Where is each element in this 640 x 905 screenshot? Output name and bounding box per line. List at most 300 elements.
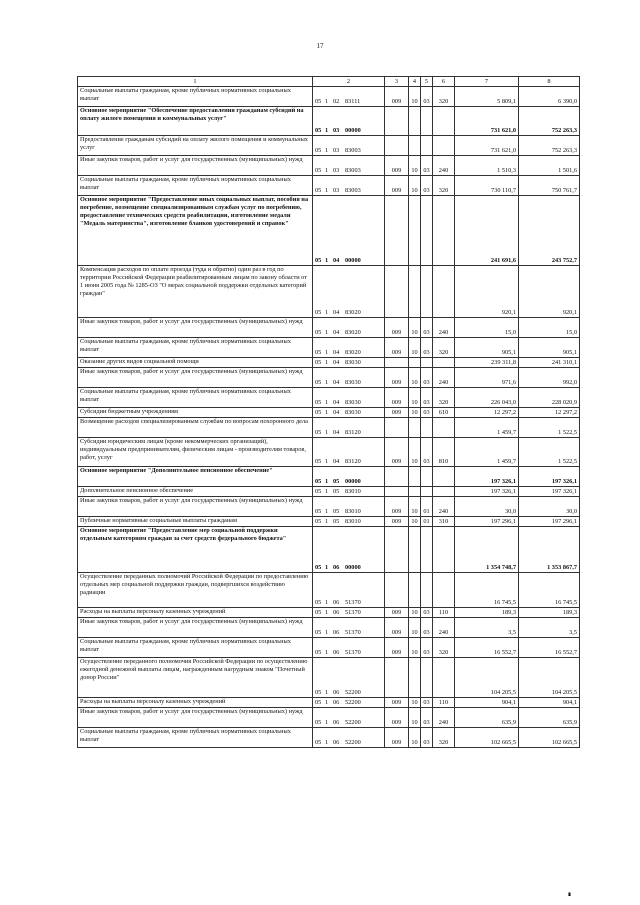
expense-type-code: 240 bbox=[433, 497, 455, 517]
row-description: Оказание других видов социальной помощи bbox=[78, 358, 313, 368]
department-code: 009 bbox=[385, 618, 409, 638]
table-row bbox=[78, 418, 580, 438]
code-part: 05 bbox=[315, 329, 322, 337]
section-code: 10 bbox=[409, 618, 421, 638]
code-part: 83010 bbox=[345, 518, 361, 526]
code-part: 1 bbox=[325, 508, 329, 516]
expense-type-code: 320 bbox=[433, 338, 455, 358]
table-row bbox=[78, 338, 580, 358]
section-code bbox=[409, 487, 421, 497]
amount-year-2: 12 297,2 bbox=[519, 408, 580, 418]
amount-year-2: 1 353 867,7 bbox=[519, 527, 580, 573]
department-code: 009 bbox=[385, 156, 409, 176]
row-description: Дополнительное пенсионное обеспечение bbox=[78, 487, 313, 497]
code-part: 1 bbox=[325, 609, 329, 617]
amount-year-2: 750 761,7 bbox=[519, 176, 580, 196]
code-part: 1 bbox=[325, 599, 329, 607]
section-code: 10 bbox=[409, 638, 421, 658]
code-part: 05 bbox=[333, 508, 340, 516]
amount-year-1: 102 665,5 bbox=[455, 728, 519, 748]
table-row bbox=[78, 517, 580, 527]
expense-type-code: 240 bbox=[433, 708, 455, 728]
table-row bbox=[78, 358, 580, 368]
code-part: 1 bbox=[325, 187, 329, 195]
target-article-code bbox=[313, 608, 385, 618]
subsection-code bbox=[421, 266, 433, 318]
row-description: Возмещение расходов специализированным службам по вопросам похоронного дела bbox=[78, 418, 313, 438]
department-code bbox=[385, 573, 409, 608]
table-row bbox=[78, 107, 580, 136]
row-description: Предоставление гражданам субсидий на оплату жилого помещения и коммунальных услуг bbox=[78, 136, 313, 156]
code-part: 06 bbox=[333, 609, 340, 617]
table-row bbox=[78, 728, 580, 748]
target-article-code bbox=[313, 573, 385, 608]
expense-type-code: 320 bbox=[433, 176, 455, 196]
code-part: 1 bbox=[325, 478, 329, 486]
expense-type-code: 110 bbox=[433, 608, 455, 618]
section-code: 10 bbox=[409, 408, 421, 418]
code-part: 1 bbox=[325, 564, 329, 572]
expense-type-code bbox=[433, 266, 455, 318]
subsection-code bbox=[421, 136, 433, 156]
section-code: 10 bbox=[409, 338, 421, 358]
table-row bbox=[78, 708, 580, 728]
amount-year-1: 3,5 bbox=[455, 618, 519, 638]
code-part: 83020 bbox=[345, 329, 361, 337]
code-part: 05 bbox=[315, 508, 322, 516]
amount-year-2: 197 326,1 bbox=[519, 467, 580, 487]
target-article-code bbox=[313, 638, 385, 658]
code-part: 03 bbox=[333, 147, 340, 155]
amount-year-1: 1 459,7 bbox=[455, 418, 519, 438]
amount-year-1: 16 552,7 bbox=[455, 638, 519, 658]
expense-type-code bbox=[433, 658, 455, 698]
amount-year-2: 197 296,1 bbox=[519, 517, 580, 527]
section-code: 10 bbox=[409, 708, 421, 728]
section-code bbox=[409, 196, 421, 266]
header-cell: 4 bbox=[409, 77, 421, 87]
row-description: Иные закупки товаров, работ и услуг для государственных (муниципальных) нужд bbox=[78, 708, 313, 728]
code-part: 52200 bbox=[345, 689, 361, 697]
table-row bbox=[78, 136, 580, 156]
code-part: 1 bbox=[325, 399, 329, 407]
code-part: 1 bbox=[325, 689, 329, 697]
code-part: 04 bbox=[333, 429, 340, 437]
amount-year-2: 104 205,5 bbox=[519, 658, 580, 698]
code-part: 05 bbox=[315, 349, 322, 357]
code-part: 05 bbox=[315, 409, 322, 417]
code-part: 83010 bbox=[345, 508, 361, 516]
code-part: 83030 bbox=[345, 379, 361, 387]
expense-type-code: 810 bbox=[433, 438, 455, 467]
code-part: 05 bbox=[315, 379, 322, 387]
amount-year-2: 15,0 bbox=[519, 318, 580, 338]
row-description: Иные закупки товаров, работ и услуг для государственных (муниципальных) нужд bbox=[78, 318, 313, 338]
section-code: 10 bbox=[409, 156, 421, 176]
table-row bbox=[78, 698, 580, 708]
code-part: 05 bbox=[315, 739, 322, 747]
footer-mark: ıı bbox=[568, 890, 570, 898]
code-part: 00000 bbox=[345, 564, 361, 572]
code-part: 06 bbox=[333, 739, 340, 747]
department-code: 009 bbox=[385, 708, 409, 728]
budget-table bbox=[77, 76, 580, 748]
target-article-code bbox=[313, 176, 385, 196]
section-code: 10 bbox=[409, 318, 421, 338]
target-article-code bbox=[313, 358, 385, 368]
department-code bbox=[385, 418, 409, 438]
subsection-code: 03 bbox=[421, 438, 433, 467]
department-code bbox=[385, 266, 409, 318]
code-part: 06 bbox=[333, 629, 340, 637]
code-part: 05 bbox=[315, 167, 322, 175]
code-part: 1 bbox=[325, 349, 329, 357]
row-description: Расходы на выплаты персоналу казенных учреждений bbox=[78, 698, 313, 708]
code-part: 1 bbox=[325, 127, 329, 135]
amount-year-2: 992,0 bbox=[519, 368, 580, 388]
target-article-code bbox=[313, 467, 385, 487]
amount-year-2: 1 522,5 bbox=[519, 418, 580, 438]
section-code bbox=[409, 418, 421, 438]
target-article-code bbox=[313, 87, 385, 107]
code-part: 04 bbox=[333, 399, 340, 407]
section-code: 10 bbox=[409, 497, 421, 517]
amount-year-2: 241 310,1 bbox=[519, 358, 580, 368]
amount-year-1: 197 326,1 bbox=[455, 487, 519, 497]
section-code: 10 bbox=[409, 368, 421, 388]
row-description: Осуществление переданного полномочия Российской Федерации по осуществлению ежегодной денежной выплаты лицам, награжденным нагрудным знаком "Почетный донор России" bbox=[78, 658, 313, 698]
code-part: 51370 bbox=[345, 599, 361, 607]
amount-year-1: 904,1 bbox=[455, 698, 519, 708]
subsection-code bbox=[421, 196, 433, 266]
code-part: 83003 bbox=[345, 187, 361, 195]
expense-type-code: 610 bbox=[433, 408, 455, 418]
row-description: Иные закупки товаров, работ и услуг для государственных (муниципальных) нужд bbox=[78, 368, 313, 388]
section-code: 10 bbox=[409, 608, 421, 618]
section-code: 10 bbox=[409, 728, 421, 748]
expense-type-code: 240 bbox=[433, 318, 455, 338]
row-description: Субсидии бюджетным учреждениям bbox=[78, 408, 313, 418]
amount-year-1: 5 809,1 bbox=[455, 87, 519, 107]
target-article-code bbox=[313, 368, 385, 388]
department-code: 009 bbox=[385, 728, 409, 748]
table-row bbox=[78, 618, 580, 638]
subsection-code bbox=[421, 573, 433, 608]
amount-year-1: 104 205,5 bbox=[455, 658, 519, 698]
department-code: 009 bbox=[385, 388, 409, 408]
target-article-code bbox=[313, 658, 385, 698]
code-part: 05 bbox=[315, 98, 322, 106]
expense-type-code bbox=[433, 196, 455, 266]
expense-type-code bbox=[433, 136, 455, 156]
code-part: 05 bbox=[315, 564, 322, 572]
header-cell: 7 bbox=[455, 77, 519, 87]
code-part: 1 bbox=[325, 429, 329, 437]
row-description: Социальные выплаты гражданам, кроме публичных нормативных социальных выплат bbox=[78, 338, 313, 358]
amount-year-1: 197 296,1 bbox=[455, 517, 519, 527]
code-part: 00000 bbox=[345, 127, 361, 135]
amount-year-1: 635,9 bbox=[455, 708, 519, 728]
code-part: 1 bbox=[325, 488, 329, 496]
department-code: 009 bbox=[385, 608, 409, 618]
code-part: 05 bbox=[315, 359, 322, 367]
expense-type-code: 110 bbox=[433, 698, 455, 708]
section-code: 10 bbox=[409, 438, 421, 467]
page-number: 17 bbox=[316, 42, 324, 50]
amount-year-1: 12 297,2 bbox=[455, 408, 519, 418]
amount-year-2: 30,0 bbox=[519, 497, 580, 517]
code-part: 1 bbox=[325, 309, 329, 317]
code-part: 05 bbox=[333, 518, 340, 526]
code-part: 05 bbox=[333, 478, 340, 486]
code-part: 06 bbox=[333, 719, 340, 727]
amount-year-2: 197 326,1 bbox=[519, 487, 580, 497]
code-part: 1 bbox=[325, 147, 329, 155]
row-description: Основное мероприятие "Предоставление мер социальной поддержки отдельным категориям граждан за счет средств федерального бюджета" bbox=[78, 527, 313, 573]
amount-year-1: 16 745,5 bbox=[455, 573, 519, 608]
table-header-row bbox=[78, 77, 580, 87]
code-part: 05 bbox=[333, 488, 340, 496]
row-description: Социальные выплаты гражданам, кроме публичных нормативных социальных выплат bbox=[78, 87, 313, 107]
code-part: 83120 bbox=[345, 458, 361, 466]
table-row bbox=[78, 527, 580, 573]
subsection-code bbox=[421, 418, 433, 438]
amount-year-2: 635,9 bbox=[519, 708, 580, 728]
table-row bbox=[78, 658, 580, 698]
header-cell: 5 bbox=[421, 77, 433, 87]
table-row bbox=[78, 388, 580, 408]
code-part: 04 bbox=[333, 329, 340, 337]
code-part: 06 bbox=[333, 599, 340, 607]
amount-year-1: 730 110,7 bbox=[455, 176, 519, 196]
row-description: Социальные выплаты гражданам, кроме публичных нормативных социальных выплат bbox=[78, 388, 313, 408]
table-row bbox=[78, 156, 580, 176]
target-article-code bbox=[313, 527, 385, 573]
code-part: 83030 bbox=[345, 359, 361, 367]
amount-year-1: 920,1 bbox=[455, 266, 519, 318]
target-article-code bbox=[313, 728, 385, 748]
table-row bbox=[78, 497, 580, 517]
row-description: Осуществление переданных полномочий Российской Федерации по предоставлению отдельных мер социальной поддержки граждан, подвергшихся воздействию радиации bbox=[78, 573, 313, 608]
table-row bbox=[78, 196, 580, 266]
code-part: 05 bbox=[315, 147, 322, 155]
department-code: 009 bbox=[385, 368, 409, 388]
expense-type-code: 240 bbox=[433, 156, 455, 176]
code-part: 03 bbox=[333, 187, 340, 195]
expense-type-code: 310 bbox=[433, 517, 455, 527]
amount-year-2: 1 501,6 bbox=[519, 156, 580, 176]
subsection-code: 03 bbox=[421, 318, 433, 338]
subsection-code: 03 bbox=[421, 338, 433, 358]
section-code bbox=[409, 573, 421, 608]
department-code bbox=[385, 136, 409, 156]
target-article-code bbox=[313, 136, 385, 156]
table-row bbox=[78, 608, 580, 618]
row-description: Публичные нормативные социальные выплаты гражданам bbox=[78, 517, 313, 527]
code-part: 05 bbox=[315, 699, 322, 707]
header-cell: 2 bbox=[313, 77, 385, 87]
expense-type-code bbox=[433, 107, 455, 136]
subsection-code: 03 bbox=[421, 87, 433, 107]
table-row bbox=[78, 266, 580, 318]
code-part: 04 bbox=[333, 359, 340, 367]
amount-year-1: 30,0 bbox=[455, 497, 519, 517]
amount-year-2: 16 745,5 bbox=[519, 573, 580, 608]
code-part: 05 bbox=[315, 309, 322, 317]
code-part: 1 bbox=[325, 379, 329, 387]
section-code bbox=[409, 358, 421, 368]
code-part: 06 bbox=[333, 649, 340, 657]
department-code: 009 bbox=[385, 87, 409, 107]
table-row bbox=[78, 87, 580, 107]
code-part: 1 bbox=[325, 699, 329, 707]
code-part: 04 bbox=[333, 257, 340, 265]
code-part: 05 bbox=[315, 488, 322, 496]
code-part: 1 bbox=[325, 458, 329, 466]
amount-year-1: 241 691,6 bbox=[455, 196, 519, 266]
subsection-code: 01 bbox=[421, 517, 433, 527]
amount-year-2: 102 665,5 bbox=[519, 728, 580, 748]
row-description: Расходы на выплаты персоналу казенных учреждений bbox=[78, 608, 313, 618]
table-row bbox=[78, 487, 580, 497]
department-code: 009 bbox=[385, 176, 409, 196]
header-cell: 6 bbox=[433, 77, 455, 87]
subsection-code bbox=[421, 487, 433, 497]
subsection-code: 01 bbox=[421, 497, 433, 517]
section-code bbox=[409, 658, 421, 698]
section-code: 10 bbox=[409, 87, 421, 107]
row-description: Субсидии юридическим лицам (кроме некоммерческих организаций), индивидуальным предпринимателям, физическим лицам - производителям товаров, работ, услуг bbox=[78, 438, 313, 467]
department-code: 009 bbox=[385, 517, 409, 527]
expense-type-code: 320 bbox=[433, 728, 455, 748]
code-part: 1 bbox=[325, 257, 329, 265]
target-article-code bbox=[313, 517, 385, 527]
section-code bbox=[409, 107, 421, 136]
amount-year-1: 189,3 bbox=[455, 608, 519, 618]
code-part: 05 bbox=[315, 629, 322, 637]
code-part: 1 bbox=[325, 167, 329, 175]
amount-year-1: 731 621,0 bbox=[455, 107, 519, 136]
code-part: 1 bbox=[325, 98, 329, 106]
amount-year-2: 3,5 bbox=[519, 618, 580, 638]
table-row bbox=[78, 368, 580, 388]
code-part: 02 bbox=[333, 98, 340, 106]
department-code bbox=[385, 658, 409, 698]
code-part: 05 bbox=[315, 429, 322, 437]
subsection-code: 03 bbox=[421, 728, 433, 748]
table-row bbox=[78, 318, 580, 338]
target-article-code bbox=[313, 338, 385, 358]
expense-type-code: 240 bbox=[433, 368, 455, 388]
department-code bbox=[385, 107, 409, 136]
table-row bbox=[78, 573, 580, 608]
amount-year-1: 1 354 748,7 bbox=[455, 527, 519, 573]
department-code: 009 bbox=[385, 338, 409, 358]
table-row bbox=[78, 408, 580, 418]
target-article-code bbox=[313, 196, 385, 266]
amount-year-2: 752 263,3 bbox=[519, 107, 580, 136]
subsection-code bbox=[421, 358, 433, 368]
code-part: 83020 bbox=[345, 349, 361, 357]
section-code bbox=[409, 467, 421, 487]
section-code: 10 bbox=[409, 176, 421, 196]
target-article-code bbox=[313, 418, 385, 438]
code-part: 83010 bbox=[345, 488, 361, 496]
department-code: 009 bbox=[385, 497, 409, 517]
amount-year-2: 6 390,0 bbox=[519, 87, 580, 107]
subsection-code: 03 bbox=[421, 176, 433, 196]
target-article-code bbox=[313, 266, 385, 318]
code-part: 05 bbox=[315, 689, 322, 697]
code-part: 06 bbox=[333, 564, 340, 572]
department-code: 009 bbox=[385, 438, 409, 467]
code-part: 1 bbox=[325, 739, 329, 747]
section-code bbox=[409, 266, 421, 318]
row-description: Основное мероприятие "Предоставление иных социальных выплат, пособия на погребение, возмещение специализированным службам услуг по погребению, предоставление технических средств реабилитации, изготовление медали "Медаль материнства", изготовление бланков удостоверений и справок" bbox=[78, 196, 313, 266]
department-code bbox=[385, 527, 409, 573]
subsection-code: 03 bbox=[421, 708, 433, 728]
expense-type-code bbox=[433, 467, 455, 487]
subsection-code: 03 bbox=[421, 408, 433, 418]
department-code bbox=[385, 196, 409, 266]
code-part: 51370 bbox=[345, 649, 361, 657]
code-part: 83003 bbox=[345, 147, 361, 155]
code-part: 51370 bbox=[345, 609, 361, 617]
expense-type-code bbox=[433, 573, 455, 608]
code-part: 83111 bbox=[345, 98, 361, 106]
code-part: 05 bbox=[315, 599, 322, 607]
target-article-code bbox=[313, 408, 385, 418]
amount-year-2: 243 752,7 bbox=[519, 196, 580, 266]
section-code: 10 bbox=[409, 517, 421, 527]
row-description: Основное мероприятие "Дополнительное пенсионное обеспечение" bbox=[78, 467, 313, 487]
section-code bbox=[409, 136, 421, 156]
subsection-code bbox=[421, 467, 433, 487]
code-part: 00000 bbox=[345, 257, 361, 265]
header-cell: 8 bbox=[519, 77, 580, 87]
row-description: Компенсация расходов по оплате проезда (туда и обратно) один раз в год по территории Российской Федерации реабилитированным лицам по закону области от 1 июня 2005 года № 1285-ОЗ "О мерах социальной поддержки отдельных категорий граждан" bbox=[78, 266, 313, 318]
subsection-code bbox=[421, 658, 433, 698]
expense-type-code: 240 bbox=[433, 618, 455, 638]
department-code: 009 bbox=[385, 638, 409, 658]
subsection-code: 03 bbox=[421, 156, 433, 176]
expense-type-code bbox=[433, 358, 455, 368]
row-description: Иные закупки товаров, работ и услуг для государственных (муниципальных) нужд bbox=[78, 497, 313, 517]
amount-year-2: 16 552,7 bbox=[519, 638, 580, 658]
code-part: 03 bbox=[333, 167, 340, 175]
section-code: 10 bbox=[409, 698, 421, 708]
department-code bbox=[385, 358, 409, 368]
target-article-code bbox=[313, 438, 385, 467]
code-part: 04 bbox=[333, 409, 340, 417]
target-article-code bbox=[313, 318, 385, 338]
code-part: 83020 bbox=[345, 309, 361, 317]
row-description: Социальные выплаты гражданам, кроме публичных нормативных социальных выплат bbox=[78, 638, 313, 658]
amount-year-1: 15,0 bbox=[455, 318, 519, 338]
amount-year-2: 904,1 bbox=[519, 698, 580, 708]
department-code bbox=[385, 467, 409, 487]
header-cell: 1 bbox=[78, 77, 313, 87]
code-part: 04 bbox=[333, 379, 340, 387]
code-part: 00000 bbox=[345, 478, 361, 486]
code-part: 05 bbox=[315, 187, 322, 195]
target-article-code bbox=[313, 698, 385, 708]
row-description: Основное мероприятие "Обеспечение предоставления гражданам субсидий на оплату жилого помещения и коммунальных услуг" bbox=[78, 107, 313, 136]
amount-year-1: 1 459,7 bbox=[455, 438, 519, 467]
amount-year-2: 1 522,5 bbox=[519, 438, 580, 467]
table-row bbox=[78, 467, 580, 487]
code-part: 1 bbox=[325, 329, 329, 337]
